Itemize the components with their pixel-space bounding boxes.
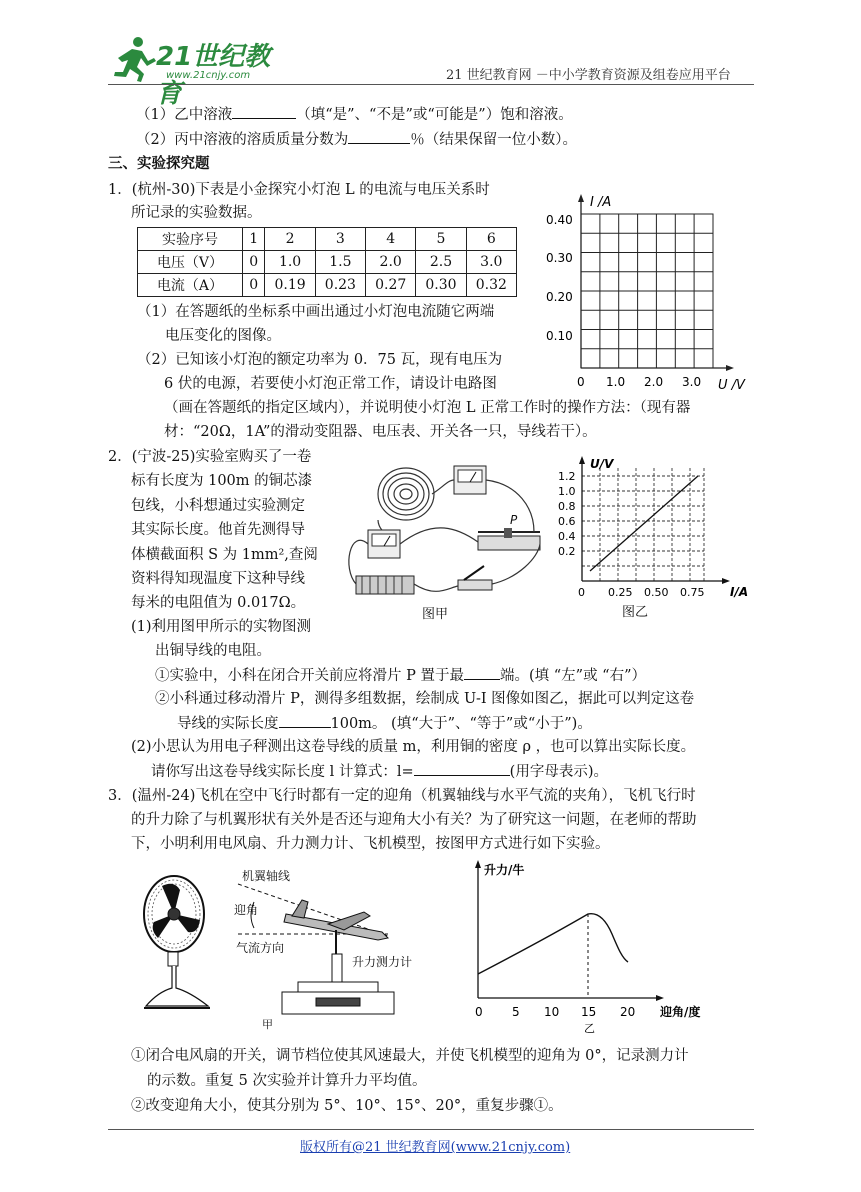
table-cell: 2: [265, 228, 315, 251]
table-cell: 0.30: [416, 274, 466, 297]
header-title: 21 世纪教育网 －中小学教育资源及组卷应用平台: [446, 68, 731, 83]
table-cell: 电压（V）: [138, 251, 243, 274]
logo-url: www.21cnjy.com: [166, 70, 251, 81]
q1-blank: [232, 104, 296, 119]
p2-xtick: 0.25: [608, 586, 633, 599]
table-cell: 3: [315, 228, 365, 251]
ui-line: [590, 476, 698, 571]
p1-data-table: [137, 227, 517, 297]
coil-icon: [378, 468, 434, 520]
p2-l10-blank: [464, 665, 500, 680]
lift-xtick: 0: [475, 1005, 483, 1019]
p2-l4: 其实际长度。他首先测得导: [131, 522, 305, 538]
fig-3a-caption: 甲: [262, 1018, 273, 1030]
p2-l3: 包线，小科想通过实验测定: [131, 498, 305, 514]
table-cell: 0.32: [466, 274, 516, 297]
p2-l14-blank: [414, 761, 510, 776]
p1-s1a: （1）在答题纸的坐标系中画出通过小灯泡电流随它两端: [137, 304, 495, 320]
table-cell: 0.19: [265, 274, 315, 297]
p2-ytick: 1.0: [558, 485, 576, 498]
table-cell: 4: [366, 228, 416, 251]
fig-b-caption: 图乙: [622, 605, 649, 620]
p3-l1: 3．(温州-24)飞机在空中飞行时都有一定的迎角（机翼轴线与水平气流的夹角），飞机飞行时: [108, 788, 696, 804]
p2-l8: (1)利用图甲所示的实物图测: [131, 619, 312, 635]
p1-line2: 所记录的实验数据。: [131, 205, 262, 221]
section-title: 三、实验探究题: [108, 155, 210, 172]
table-cell: 0: [243, 251, 265, 274]
ammeter-icon: [454, 466, 486, 494]
fig-3b-caption: 乙: [584, 1022, 595, 1034]
switch-icon: [458, 566, 492, 590]
q1-text: （1）乙中溶液: [136, 107, 233, 123]
q2-blank: [348, 129, 410, 144]
p2-l12-text: 导线的实际长度: [177, 716, 279, 732]
p2-l14-tail: (用字母表示)。: [509, 764, 608, 780]
angle-label: 迎角: [234, 903, 259, 917]
runner-logo-icon: [108, 34, 160, 84]
p1-s2a: （2）已知该小灯泡的额定功率为 0．75 瓦，现有电压为: [137, 352, 503, 368]
p1-ytick: 0.30: [546, 251, 573, 265]
p2-l2: 标有长度为 100m 的铜芯漆: [131, 473, 313, 489]
p2-l10-text: ①实验中，小科在闭合开关前应将滑片 P 置于最: [155, 668, 464, 684]
p1-graph-ylabel: I /A: [590, 195, 612, 210]
p2-l6: 资料得知现温度下这种导线: [131, 571, 305, 587]
p2-l10: [155, 665, 646, 686]
p1-s2b: 6 伏的电源，若要使小灯泡正常工作，请设计电路图: [164, 376, 497, 392]
p1-xtick: 1.0: [606, 375, 626, 389]
p1-xtick: 3.0: [682, 375, 702, 389]
p2-ytick: 0.6: [558, 515, 576, 528]
p2-xtick: 0: [578, 586, 585, 599]
table-cell: 3.0: [466, 251, 516, 274]
logo-text: 21世纪教育: [156, 42, 271, 109]
p2-circuit-figure: [338, 458, 548, 626]
p1-ytick: 0.40: [546, 213, 573, 227]
q2-text: （2）丙中溶液的溶质质量分数为: [136, 132, 349, 148]
lift-xlabel: 迎角/度: [660, 1005, 701, 1019]
table-cell: 6: [466, 228, 516, 251]
table-row: [138, 228, 517, 251]
lift-ylabel: 升力/牛: [484, 863, 525, 877]
wing-axis-label: 机翼轴线: [242, 869, 291, 883]
site-logo: [108, 30, 288, 109]
p1-grid: [581, 214, 713, 368]
table-cell: 5: [416, 228, 466, 251]
p2-l7: 每米的电阻值为 0.017Ω。: [131, 595, 306, 611]
slider-label: P: [510, 513, 518, 527]
footer-rule: [108, 1129, 754, 1130]
fan-icon: [144, 876, 210, 1008]
header-rule: [108, 84, 754, 85]
p2-xtick: 0.75: [680, 586, 705, 599]
q1-tail: （填“是”、“不是”或“可能是”）饱和溶液。: [296, 107, 573, 123]
lift-graph: [464, 858, 724, 1034]
p3-l2: 的升力除了与机翼形状有关外是否还与迎角大小有关？为了研究这一问题，在老师的帮助: [131, 812, 697, 828]
lift-curve: [478, 914, 628, 974]
p2-l12-blank: [279, 713, 331, 728]
table-cell: 1.5: [315, 251, 365, 274]
plane-setup-figure: [232, 864, 442, 1030]
rheostat-icon: [478, 513, 540, 550]
p3-step1a: ①闭合电风扇的开关，调节档位使其风速最大，并使飞机模型的迎角为 0°，记录测力计: [131, 1048, 689, 1064]
p2-l10-tail: 端。(填 “左”或 “右”）: [499, 668, 647, 684]
p1-xtick: 0: [577, 375, 585, 389]
p3-step1b: 的示数。重复 5 次实验并计算升力平均值。: [147, 1073, 427, 1089]
p3-step2: ②改变迎角大小，使其分别为 5°、10°、15°、20°，重复步骤①。: [131, 1098, 563, 1114]
fan-figure: [128, 868, 228, 1020]
p1-graph-xlabel: U /V: [718, 378, 745, 393]
p1-s2c: （画在答题纸的指定区域内），并说明使小灯泡 L 正常工作时的操作方法：（现有器: [164, 400, 691, 416]
p2-ytick: 0.8: [558, 500, 576, 513]
table-row: [138, 251, 517, 274]
p2-l1: 2．(宁波-25)实验室购买了一卷: [108, 449, 312, 465]
table-cell: 电流（A）: [138, 274, 243, 297]
p2-xtick: 0.50: [644, 586, 669, 599]
p1-ytick: 0.20: [546, 290, 573, 304]
table-cell: 2.0: [366, 251, 416, 274]
voltmeter-icon: [368, 530, 400, 558]
p1-ytick: 0.10: [546, 329, 573, 343]
q2-tail: ％（结果保留一位小数）。: [410, 132, 577, 148]
p2-l12: [177, 713, 592, 734]
table-cell: 1.0: [265, 251, 315, 274]
p2-l13: (2)小思认为用电子秤测出这卷导线的质量 m，利用铜的密度 ρ ，也可以算出实际长度。: [131, 739, 696, 755]
p2-ytick: 0.2: [558, 545, 576, 558]
fig-a-caption: 图甲: [422, 607, 449, 622]
p1-xtick: 2.0: [644, 375, 664, 389]
p1-s1b: 电压变化的图像。: [165, 328, 281, 344]
p2-l12-tail: 100m。 (填“大于”、“等于”或“小于”)。: [330, 716, 592, 732]
p1-graph: [540, 192, 750, 398]
q2-line: [136, 129, 577, 150]
p2-l11: ②小科通过移动滑片 P，测得多组数据，绘制成 U-I 图像如图乙，据此可以判定这卷: [155, 691, 695, 707]
p2-l14-text: 请你写出这卷导线实际长度 l 计算式：l=: [151, 764, 414, 780]
table-cell: 2.5: [416, 251, 466, 274]
p1-line1: 1．(杭州-30)下表是小金探究小灯泡 L 的电流与电压关系时: [108, 182, 490, 198]
p2-l5: 体横截面积 S 为 1mm²,查阅: [131, 547, 318, 563]
p2-graph-xlabel: I/A: [730, 585, 749, 599]
copyright-link[interactable]: 版权所有@21 世纪教育网(www.21cnjy.com): [300, 1140, 571, 1155]
lift-xtick: 10: [544, 1005, 560, 1019]
p2-l9: 出铜导线的电阻。: [155, 643, 271, 659]
p2-l14: [151, 761, 608, 782]
table-cell: 0.27: [366, 274, 416, 297]
q1-line: [136, 104, 573, 125]
battery-icon: [356, 576, 414, 594]
p2-ui-graph: [556, 454, 756, 624]
p2-ytick: 0.4: [558, 530, 576, 543]
table-cell: 1: [243, 228, 265, 251]
p1-s2d: 材：“20Ω，1A”的滑动变阻器、电压表、开关各一只，导线若干）。: [164, 424, 597, 440]
p2-graph-ylabel: U/V: [590, 457, 614, 471]
lift-xtick: 20: [620, 1005, 636, 1019]
table-cell: 0: [243, 274, 265, 297]
lift-meter-label: 升力测力计: [352, 955, 413, 969]
wing-axis-line: [238, 884, 388, 936]
table-cell: 实验序号: [138, 228, 243, 251]
p3-l3: 下，小明利用电风扇、升力测力计、飞机模型，按图甲方式进行如下实验。: [131, 836, 610, 852]
table-row: [138, 274, 517, 297]
lift-xtick: 15: [581, 1005, 597, 1019]
lift-xtick: 5: [512, 1005, 520, 1019]
p2-ytick: 1.2: [558, 470, 576, 483]
airflow-label: 气流方向: [236, 941, 285, 955]
table-cell: 0.23: [315, 274, 365, 297]
